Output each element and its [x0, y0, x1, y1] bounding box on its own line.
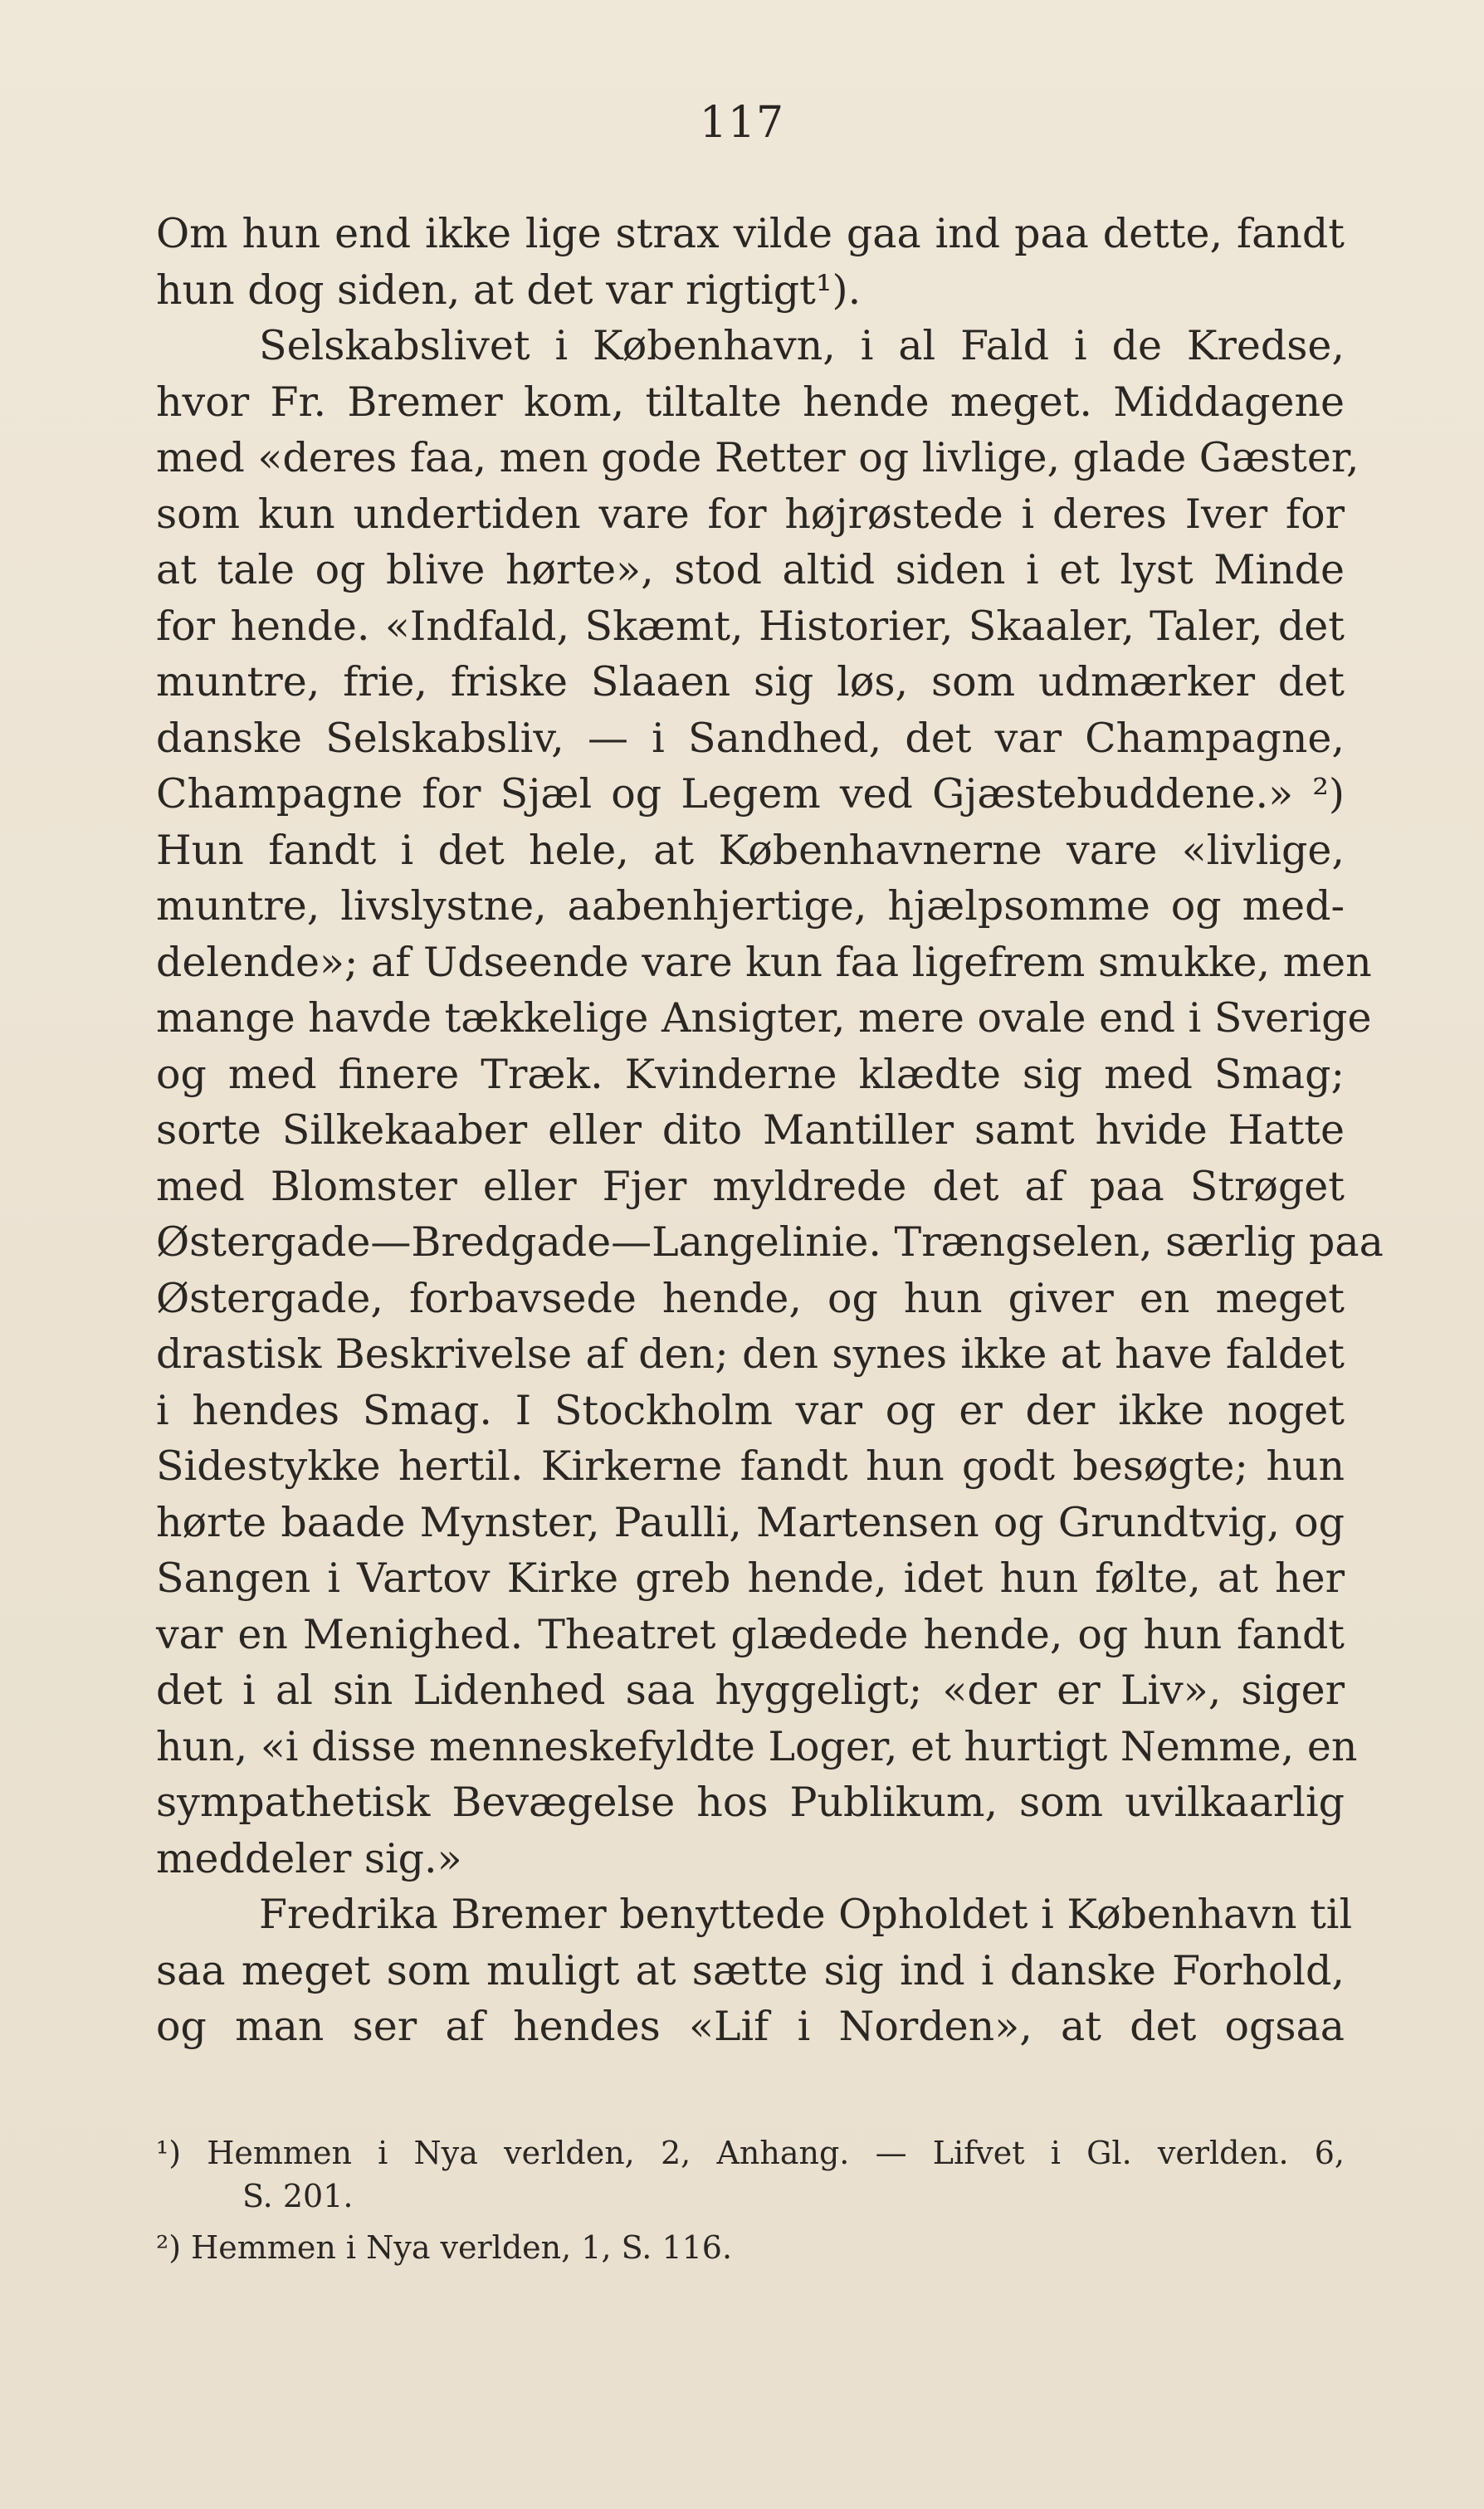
text-line: hørte baade Mynster, Paulli, Martensen og Grundtvig, og: [156, 1498, 1345, 1546]
text-line: hun dog siden, at det var rigtigt¹).: [156, 266, 862, 314]
text-line: muntre, livslystne, aabenhjertige, hjælpsomme og med-: [156, 882, 1345, 930]
text-line: danske Selskabsliv, — i Sandhed, det var Champagne,: [156, 714, 1345, 762]
text-line: muntre, frie, friske Slaaen sig løs, som udmærker det: [156, 658, 1345, 705]
footnote-line: S. 201.: [242, 2178, 354, 2214]
text-line: delende»; af Udseende vare kun faa ligefrem smukke, men: [156, 938, 1372, 986]
text-line: saa meget som muligt at sætte sig ind i danske Forhold,: [156, 1946, 1345, 1994]
text-line: meddeler sig.»: [156, 1834, 462, 1882]
body-text: [156, 206, 1384, 2055]
text-line: Sangen i Vartov Kirke greb hende, idet hun følte, at her: [156, 1555, 1345, 1602]
text-line: Østergade—Bredgade—Langelinie. Trængselen, særlig paa: [156, 1218, 1384, 1266]
text-line: og man ser af hendes «Lif i Norden», at det ogsaa: [156, 2003, 1345, 2050]
text-line: sorte Silkekaaber eller dito Mantiller samt hvide Hatte: [156, 1106, 1345, 1154]
text-line: Sidestykke hertil. Kirkerne fandt hun godt besøgte; hun: [156, 1442, 1345, 1490]
text-line: var en Menighed. Theatret glædede hende, og hun fandt: [156, 1610, 1345, 1658]
text-line: Hun fandt i det hele, at Københavnerne vare «livlige,: [156, 826, 1345, 874]
text-line: drastisk Beskrivelse af den; den synes ikke at have faldet: [156, 1330, 1345, 1378]
text-line: for hende. «Indfald, Skæmt, Historier, Skaaler, Taler, det: [156, 602, 1345, 650]
text-line: Fredrika Bremer benyttede Opholdet i København til: [259, 1891, 1353, 1938]
footnotes: [156, 2131, 1345, 2269]
text-line: og med finere Træk. Kvinderne klædte sig med Smag;: [156, 1050, 1345, 1098]
text-line: Om hun end ikke lige strax vilde gaa ind paa dette, fandt: [156, 210, 1345, 257]
text-line: mange havde tækkelige Ansigter, mere ovale end i Sverige: [156, 994, 1372, 1042]
text-line: Østergade, forbavsede hende, og hun giver en meget: [156, 1274, 1345, 1322]
text-line: som kun undertiden vare for højrøstede i deres Iver for: [156, 490, 1345, 538]
text-line: i hendes Smag. I Stockholm var og er der ikke noget: [156, 1386, 1345, 1434]
text-line: med «deres faa, men gode Retter og livlige, glade Gæster,: [156, 434, 1360, 481]
footnote-line: ¹) Hemmen i Nya verlden, 2, Anhang. — Lifvet i Gl. verlden. 6,: [156, 2135, 1345, 2171]
text-line: hun, «i disse menneskefyldte Loger, et hurtigt Nemme, en: [156, 1722, 1358, 1770]
text-line: Selskabslivet i København, i al Fald i de Kredse,: [259, 322, 1345, 369]
text-line: med Blomster eller Fjer myldrede det af paa Strøget: [156, 1162, 1345, 1210]
text-line: at tale og blive hørte», stod altid siden i et lyst Minde: [156, 546, 1345, 593]
text-line: det i al sin Lidenhed saa hyggeligt; «der er Liv», siger: [156, 1667, 1345, 1714]
page-number: 117: [699, 98, 785, 148]
text-line: sympathetisk Bevægelse hos Publikum, som uvilkaarlig: [156, 1779, 1345, 1826]
text-line: Champagne for Sjæl og Legem ved Gjæstebuddene.» ²): [156, 770, 1345, 818]
footnote-line: ²) Hemmen i Nya verlden, 1, S. 116.: [156, 2229, 733, 2266]
text-line: hvor Fr. Bremer kom, tiltalte hende meget. Middagene: [156, 378, 1345, 426]
